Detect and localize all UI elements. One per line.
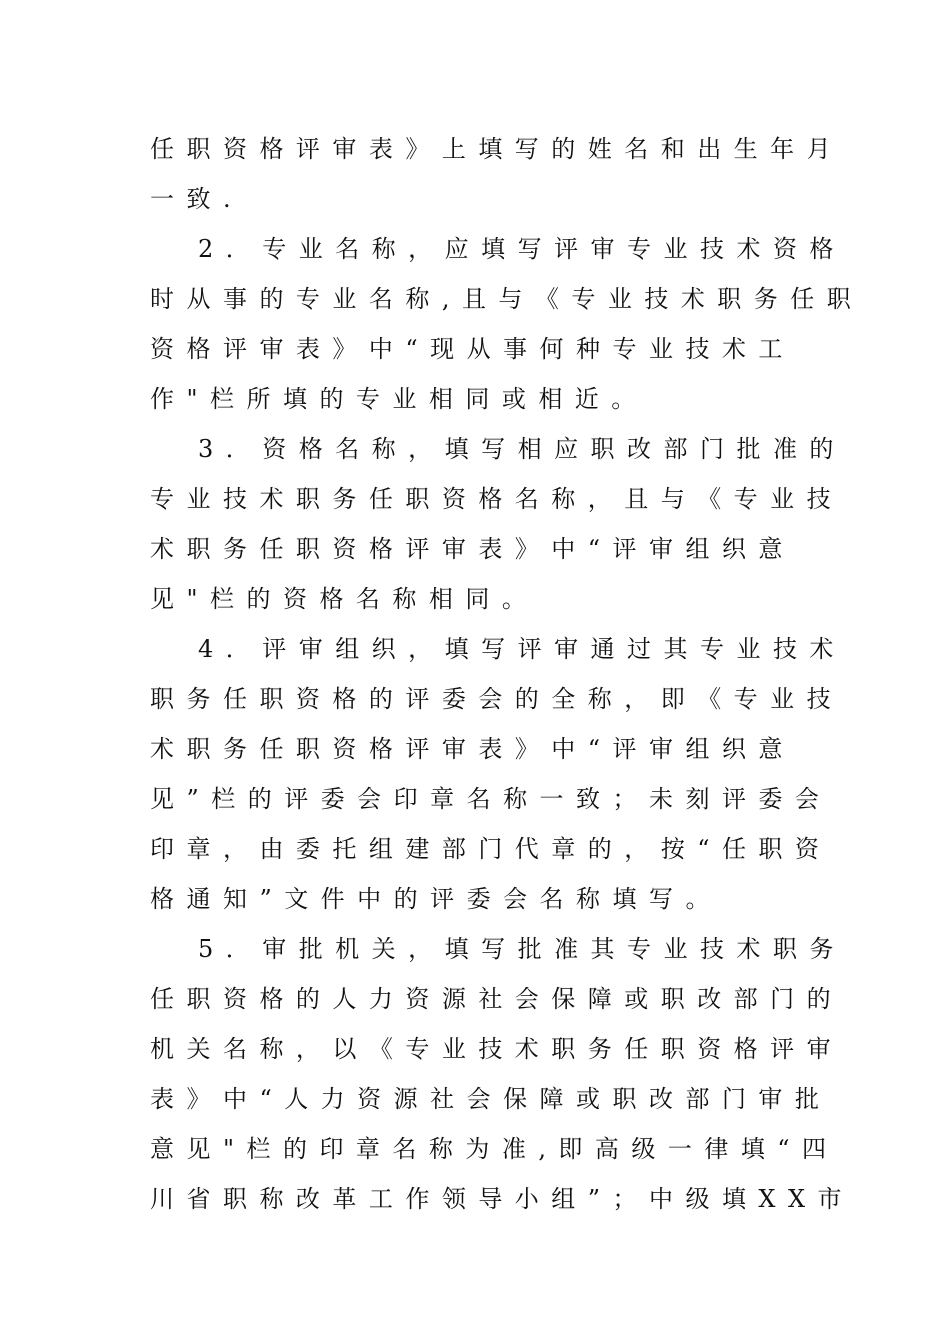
paragraph-3-start: 3．资格名称，填写相应职改部门批准的	[198, 435, 846, 463]
text-line: 意见"栏的印章名称为准,即高级一律填“四	[150, 1135, 839, 1163]
paragraph-2-start: 2．专业名称，应填写评审专业技术资格	[198, 235, 846, 263]
text-line: 川省职称改革工作领导小组”；中级填XX市	[150, 1185, 855, 1213]
text-line: 表》中“人力资源社会保障或职改部门审批	[150, 1085, 832, 1113]
text-line: 职务任职资格的评委会的全称，即《专业技	[150, 685, 844, 713]
text-line: 任职资格评审表》上填写的姓名和出生年月	[150, 135, 844, 163]
text-line: 见"栏的资格名称相同。	[150, 585, 539, 613]
paragraph-4-start: 4．评审组织，填写评审通过其专业技术	[198, 635, 846, 663]
text-line: 印章，由委托组建部门代章的，按“任职资	[150, 835, 832, 863]
text-line: 术职务任职资格评审表》中“评审组织意	[150, 535, 795, 563]
text-line: 专业技术职务任职资格名称，且与《专业技	[150, 485, 844, 513]
text-line: 格通知”文件中的评委会名称填写。	[150, 885, 722, 913]
text-line: 任职资格的人力资源社会保障或职改部门的	[150, 985, 844, 1013]
text-line: 见”栏的评委会印章名称一致；未刻评委会	[150, 785, 832, 813]
text-line: 一致.	[150, 185, 244, 213]
text-line: 机关名称，以《专业技术职务任职资格评审	[150, 1035, 844, 1063]
text-line: 资格评审表》中“现从事何种专业技术工	[150, 335, 795, 363]
text-line: 术职务任职资格评审表》中“评审组织意	[150, 735, 795, 763]
text-line: 作"栏所填的专业相同或相近。	[150, 385, 648, 413]
text-line: 时从事的专业名称,且与《专业技术职务任职	[150, 285, 864, 313]
paragraph-5-start: 5．审批机关，填写批准其专业技术职务	[198, 935, 846, 963]
